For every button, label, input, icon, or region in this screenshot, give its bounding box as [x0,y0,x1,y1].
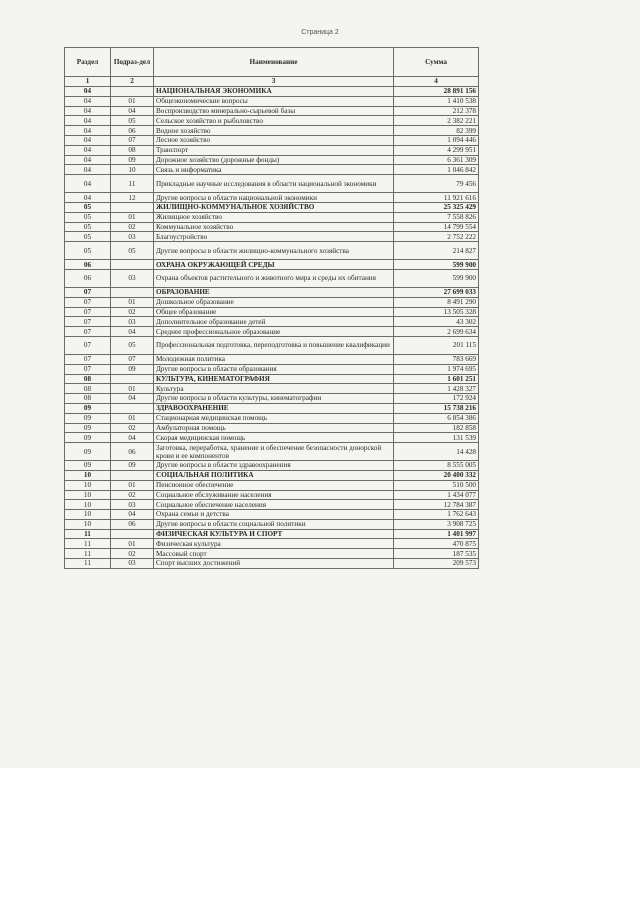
table-row [65,242,479,260]
section-row [65,260,479,270]
podrazdel-cell: 01 [111,480,154,490]
table-row [65,500,479,510]
razdel-cell: 05 [65,222,111,232]
table-row [65,461,479,471]
razdel-cell: 09 [65,413,111,423]
sum-cell: 6 361 309 [394,155,479,165]
name-cell: Социальное обеспечение населения [154,500,394,510]
razdel-cell: 06 [65,260,111,270]
razdel-cell: 10 [65,510,111,520]
podrazdel-cell: 01 [111,384,154,394]
table-row [65,96,479,106]
table-header-row [65,48,479,77]
podrazdel-cell [111,470,154,480]
table-row [65,307,479,317]
name-cell: Охрана объектов растительного и животного мира и среды их обитания [154,269,394,287]
table-row [65,443,479,461]
name-cell: Молодежная политика [154,354,394,364]
header-name: Наименование [154,48,394,77]
podrazdel-cell: 01 [111,539,154,549]
name-cell: Благоустройство [154,232,394,242]
table-row [65,126,479,136]
razdel-cell: 07 [65,307,111,317]
sum-cell: 82 399 [394,126,479,136]
table-row [65,212,479,222]
razdel-cell: 09 [65,443,111,461]
name-cell: Другие вопросы в области образования [154,364,394,374]
column-number: 2 [111,77,154,87]
podrazdel-cell: 04 [111,327,154,337]
table-row [65,269,479,287]
name-cell: Амбулаторная помощь [154,423,394,433]
razdel-cell: 07 [65,354,111,364]
name-cell: Водное хозяйство [154,126,394,136]
name-cell: Другие вопросы в области жилищно-коммунального хозяйства [154,242,394,260]
sum-cell: 20 400 332 [394,470,479,480]
podrazdel-cell [111,202,154,212]
podrazdel-cell: 04 [111,106,154,116]
sum-cell: 43 302 [394,317,479,327]
table-row [65,480,479,490]
name-cell: ОХРАНА ОКРУЖАЮЩЕЙ СРЕДЫ [154,260,394,270]
name-cell: ЗДРАВООХРАНЕНИЕ [154,403,394,413]
podrazdel-cell: 06 [111,126,154,136]
razdel-cell: 11 [65,549,111,559]
table-row [65,327,479,337]
razdel-cell: 07 [65,297,111,307]
sum-cell: 599 900 [394,269,479,287]
sum-cell: 27 699 033 [394,287,479,297]
table-row [65,433,479,443]
name-cell: Общеэкономические вопросы [154,96,394,106]
podrazdel-cell: 02 [111,307,154,317]
header-razdel: Раздел [65,48,111,77]
podrazdel-cell: 01 [111,413,154,423]
sum-cell: 13 505 328 [394,307,479,317]
name-cell: Другие вопросы в области социальной политики [154,519,394,529]
name-cell: НАЦИОНАЛЬНАЯ ЭКОНОМИКА [154,87,394,97]
name-cell: Социальное обслуживание населения [154,490,394,500]
name-cell: Жилищное хозяйство [154,212,394,222]
name-cell: ФИЗИЧЕСКАЯ КУЛЬТУРА И СПОРТ [154,529,394,539]
razdel-cell: 06 [65,269,111,287]
razdel-cell: 05 [65,212,111,222]
sum-cell: 1 974 695 [394,364,479,374]
podrazdel-cell: 02 [111,549,154,559]
sum-cell: 3 908 725 [394,519,479,529]
sum-cell: 131 539 [394,433,479,443]
razdel-cell: 04 [65,116,111,126]
podrazdel-cell [111,287,154,297]
table-row [65,336,479,354]
razdel-cell: 10 [65,500,111,510]
razdel-cell: 09 [65,423,111,433]
column-number: 4 [394,77,479,87]
column-number: 1 [65,77,111,87]
name-cell: Другие вопросы в области национальной экономики [154,193,394,203]
table-row [65,317,479,327]
razdel-cell: 08 [65,384,111,394]
razdel-cell: 04 [65,96,111,106]
razdel-cell: 09 [65,433,111,443]
section-row [65,87,479,97]
name-cell: Дополнительное образование детей [154,317,394,327]
name-cell: Пенсионное обеспечение [154,480,394,490]
table-row [65,549,479,559]
name-cell: ЖИЛИЩНО-КОММУНАЛЬНОЕ ХОЗЯЙСТВО [154,202,394,212]
sum-cell: 1 410 538 [394,96,479,106]
razdel-cell: 04 [65,155,111,165]
sum-cell: 4 299 951 [394,145,479,155]
table-row [65,145,479,155]
podrazdel-cell: 04 [111,394,154,404]
name-cell: СОЦИАЛЬНАЯ ПОЛИТИКА [154,470,394,480]
name-cell: Культура [154,384,394,394]
table-row [65,175,479,193]
razdel-cell: 09 [65,461,111,471]
section-row [65,374,479,384]
sum-cell: 14 428 [394,443,479,461]
razdel-cell: 07 [65,317,111,327]
sum-cell: 182 858 [394,423,479,433]
column-numbers-row [65,77,479,87]
sum-cell: 12 784 387 [394,500,479,510]
podrazdel-cell: 05 [111,116,154,126]
razdel-cell: 11 [65,539,111,549]
sum-cell: 201 115 [394,336,479,354]
sum-cell: 15 738 216 [394,403,479,413]
podrazdel-cell: 03 [111,500,154,510]
razdel-cell: 04 [65,135,111,145]
razdel-cell: 04 [65,145,111,155]
razdel-cell: 04 [65,175,111,193]
column-number: 3 [154,77,394,87]
budget-table [64,47,479,569]
name-cell: Профессиональная подготовка, переподготовка и повышение квалификации [154,336,394,354]
table-row [65,165,479,175]
podrazdel-cell: 04 [111,433,154,443]
table-row [65,155,479,165]
table-row [65,413,479,423]
name-cell: Физическая культура [154,539,394,549]
razdel-cell: 10 [65,470,111,480]
podrazdel-cell: 03 [111,317,154,327]
table-row [65,519,479,529]
sum-cell: 214 827 [394,242,479,260]
sum-cell: 172 924 [394,394,479,404]
name-cell: Заготовка, переработка, хранение и обеспечение безопасности донорской крови и ее компонентов [154,443,394,461]
razdel-cell: 11 [65,559,111,569]
podrazdel-cell [111,529,154,539]
podrazdel-cell: 05 [111,242,154,260]
razdel-cell: 05 [65,232,111,242]
name-cell: Охрана семьи и детства [154,510,394,520]
sum-cell: 1 434 077 [394,490,479,500]
podrazdel-cell: 10 [111,165,154,175]
razdel-cell: 10 [65,480,111,490]
name-cell: Среднее профессиональное образование [154,327,394,337]
table-row [65,135,479,145]
sum-cell: 783 669 [394,354,479,364]
sum-cell: 1 762 643 [394,510,479,520]
sum-cell: 599 900 [394,260,479,270]
table-row [65,222,479,232]
name-cell: Другие вопросы в области культуры, кинематографии [154,394,394,404]
razdel-cell: 04 [65,126,111,136]
razdel-cell: 04 [65,106,111,116]
table-row [65,116,479,126]
section-row [65,403,479,413]
razdel-cell: 10 [65,490,111,500]
name-cell: Стационарная медицинская помощь [154,413,394,423]
podrazdel-cell: 02 [111,423,154,433]
sum-cell: 2 752 222 [394,232,479,242]
razdel-cell: 11 [65,529,111,539]
podrazdel-cell: 07 [111,135,154,145]
sum-cell: 8 491 290 [394,297,479,307]
razdel-cell: 09 [65,403,111,413]
sum-cell: 470 875 [394,539,479,549]
podrazdel-cell: 09 [111,461,154,471]
razdel-cell: 05 [65,202,111,212]
table-row [65,423,479,433]
name-cell: КУЛЬТУРА, КИНЕМАТОГРАФИЯ [154,374,394,384]
name-cell: ОБРАЗОВАНИЕ [154,287,394,297]
name-cell: Лесное хозяйство [154,135,394,145]
podrazdel-cell: 03 [111,269,154,287]
name-cell: Спорт высших достижений [154,559,394,569]
name-cell: Коммунальное хозяйство [154,222,394,232]
podrazdel-cell: 02 [111,222,154,232]
razdel-cell: 07 [65,336,111,354]
table-row [65,510,479,520]
name-cell: Дорожное хозяйство (дорожные фонды) [154,155,394,165]
podrazdel-cell: 04 [111,510,154,520]
name-cell: Общее образование [154,307,394,317]
razdel-cell: 08 [65,394,111,404]
razdel-cell: 04 [65,193,111,203]
table-row [65,539,479,549]
podrazdel-cell [111,403,154,413]
sum-cell: 187 535 [394,549,479,559]
podrazdel-cell: 09 [111,364,154,374]
table-row [65,106,479,116]
podrazdel-cell: 06 [111,519,154,529]
podrazdel-cell: 07 [111,354,154,364]
sum-cell: 510 500 [394,480,479,490]
table-row [65,354,479,364]
table-row [65,364,479,374]
razdel-cell: 04 [65,165,111,175]
sum-cell: 11 921 616 [394,193,479,203]
page-label: Страница 2 [301,29,339,36]
podrazdel-cell: 03 [111,232,154,242]
razdel-cell: 07 [65,327,111,337]
sum-cell: 79 456 [394,175,479,193]
sum-cell: 8 555 005 [394,461,479,471]
razdel-cell: 07 [65,287,111,297]
podrazdel-cell [111,374,154,384]
table-row [65,297,479,307]
podrazdel-cell: 08 [111,145,154,155]
name-cell: Другие вопросы в области здравоохранения [154,461,394,471]
podrazdel-cell: 02 [111,490,154,500]
table-row [65,193,479,203]
sum-cell: 6 854 386 [394,413,479,423]
razdel-cell: 08 [65,374,111,384]
sum-cell: 212 378 [394,106,479,116]
sum-cell: 1 428 327 [394,384,479,394]
sum-cell: 2 382 221 [394,116,479,126]
podrazdel-cell [111,87,154,97]
sum-cell: 25 325 429 [394,202,479,212]
table-row [65,394,479,404]
name-cell: Скорая медицинская помощь [154,433,394,443]
podrazdel-cell: 11 [111,175,154,193]
table-row [65,490,479,500]
podrazdel-cell: 06 [111,443,154,461]
razdel-cell: 05 [65,242,111,260]
name-cell: Воспроизводство минерально-сырьевой базы [154,106,394,116]
section-row [65,529,479,539]
razdel-cell: 07 [65,364,111,374]
podrazdel-cell: 12 [111,193,154,203]
podrazdel-cell: 01 [111,96,154,106]
sum-cell: 1 601 251 [394,374,479,384]
table-row [65,559,479,569]
podrazdel-cell: 09 [111,155,154,165]
podrazdel-cell: 01 [111,297,154,307]
name-cell: Связь и информатика [154,165,394,175]
sum-cell: 1 046 842 [394,165,479,175]
podrazdel-cell [111,260,154,270]
name-cell: Сельское хозяйство и рыболовство [154,116,394,126]
header-podrazdel: Подраз-дел [111,48,154,77]
section-row [65,202,479,212]
razdel-cell: 04 [65,87,111,97]
podrazdel-cell: 01 [111,212,154,222]
razdel-cell: 10 [65,519,111,529]
name-cell: Дошкольное образование [154,297,394,307]
sum-cell: 2 699 634 [394,327,479,337]
sum-cell: 7 558 826 [394,212,479,222]
sum-cell: 1 094 446 [394,135,479,145]
table-row [65,232,479,242]
section-row [65,287,479,297]
podrazdel-cell: 03 [111,559,154,569]
podrazdel-cell: 05 [111,336,154,354]
name-cell: Транспорт [154,145,394,155]
header-sum: Сумма [394,48,479,77]
sum-cell: 1 401 997 [394,529,479,539]
name-cell: Прикладные научные исследования в области национальной экономики [154,175,394,193]
sum-cell: 209 573 [394,559,479,569]
table-row [65,384,479,394]
section-row [65,470,479,480]
name-cell: Массовый спорт [154,549,394,559]
sum-cell: 28 891 156 [394,87,479,97]
sum-cell: 14 799 554 [394,222,479,232]
